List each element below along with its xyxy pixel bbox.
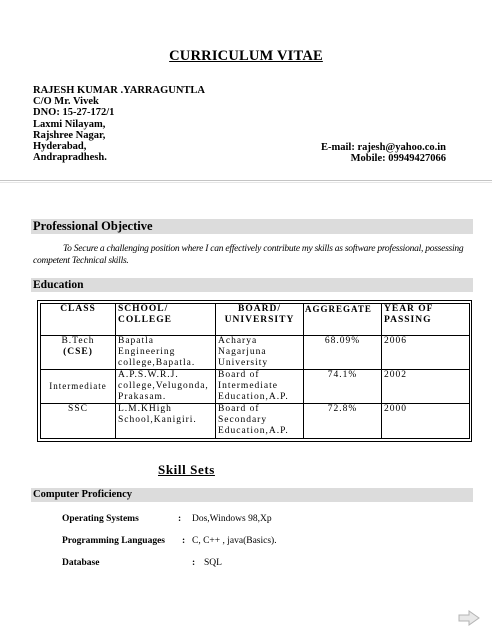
table-row bbox=[41, 336, 470, 370]
table-header-row bbox=[41, 304, 470, 336]
cell-school: A.P.S.W.R.J. college,Velugonda, Prakasam. bbox=[116, 370, 216, 404]
skills-heading: Skill Sets bbox=[158, 462, 215, 477]
contact-block bbox=[321, 142, 446, 164]
skill-label: Operating Systems bbox=[62, 514, 139, 524]
cell-year: 2000 bbox=[382, 404, 470, 439]
mobile-label: Mobile: bbox=[350, 153, 386, 165]
header-board: BOARD/ UNIVERSITY bbox=[216, 304, 304, 336]
address-line: Hyderabad, bbox=[33, 141, 87, 153]
cell-year: 2006 bbox=[382, 336, 470, 370]
address-line: Andrapradhesh. bbox=[33, 152, 107, 164]
header-year: YEAR OF PASSING bbox=[382, 304, 470, 336]
cell-aggregate: 74.1% bbox=[304, 370, 382, 404]
objective-text: To Secure a challenging position where I can effectively contribute my skills as software professional, possessing competent Technical skills. bbox=[33, 244, 464, 266]
skill-item bbox=[62, 513, 272, 525]
skill-separator: : bbox=[178, 514, 182, 524]
next-arrow-icon[interactable] bbox=[458, 610, 480, 626]
header-school: SCHOOL/ COLLEGE bbox=[116, 304, 216, 336]
computer-proficiency-heading: Computer Proficiency bbox=[31, 488, 473, 502]
table-row bbox=[41, 370, 470, 404]
education-table bbox=[40, 303, 470, 439]
email-value: rajesh@yahoo.co.in bbox=[357, 142, 446, 153]
address-line: C/O Mr. Vivek bbox=[33, 96, 99, 108]
table-row bbox=[41, 404, 470, 439]
skill-label: Programming Languages bbox=[62, 536, 166, 546]
skill-item bbox=[62, 557, 222, 569]
address-line: DNO: 15-27-172/1 bbox=[33, 107, 115, 119]
email-label: E-mail: bbox=[321, 142, 355, 153]
skill-separator: : bbox=[192, 558, 196, 568]
address-line: Rajshree Nagar, bbox=[33, 129, 106, 141]
cell-aggregate: 68.09% bbox=[304, 336, 382, 370]
mobile-value: 09949427066 bbox=[388, 153, 446, 165]
cell-board: Acharya Nagarjuna University bbox=[216, 336, 304, 370]
skill-value: SQL bbox=[204, 558, 222, 568]
skill-value: C, C++ , java(Basics). bbox=[192, 536, 277, 546]
mobile-line bbox=[321, 153, 446, 164]
address-line: Laxmi Nilayam, bbox=[33, 118, 106, 130]
skill-separator: : bbox=[182, 536, 186, 546]
address-block bbox=[33, 85, 205, 163]
cell-class: Intermediate bbox=[41, 370, 116, 404]
cell-school: L.M.KHigh School,Kanigiri. bbox=[116, 404, 216, 439]
cell-year: 2002 bbox=[382, 370, 470, 404]
applicant-name: RAJESH KUMAR .YARRAGUNTLA bbox=[33, 85, 205, 96]
header-divider bbox=[0, 180, 492, 183]
header-aggregate: AGGREGATE bbox=[304, 304, 382, 336]
cell-board: Board of Secondary Education,A.P. bbox=[216, 404, 304, 439]
cell-board: Board of Intermediate Education,A.P. bbox=[216, 370, 304, 404]
education-heading: Education bbox=[31, 278, 473, 292]
cell-aggregate: 72.8% bbox=[304, 404, 382, 439]
skill-item bbox=[62, 535, 277, 547]
document-title: CURRICULUM VITAE bbox=[169, 48, 323, 64]
skill-value: Dos,Windows 98,Xp bbox=[192, 514, 272, 524]
cell-class-sub: (CSE) bbox=[63, 347, 93, 357]
education-table-frame bbox=[37, 300, 472, 442]
cell-school: Bapatla Engineering college,Bapatla. bbox=[116, 336, 216, 370]
cell-class: B.Tech (CSE) bbox=[41, 336, 116, 370]
header-class: CLASS bbox=[41, 304, 116, 336]
email-line bbox=[321, 142, 446, 153]
objective-heading: Professional Objective bbox=[31, 219, 473, 234]
skill-label: Database bbox=[62, 558, 100, 568]
cell-class: SSC bbox=[41, 404, 116, 439]
